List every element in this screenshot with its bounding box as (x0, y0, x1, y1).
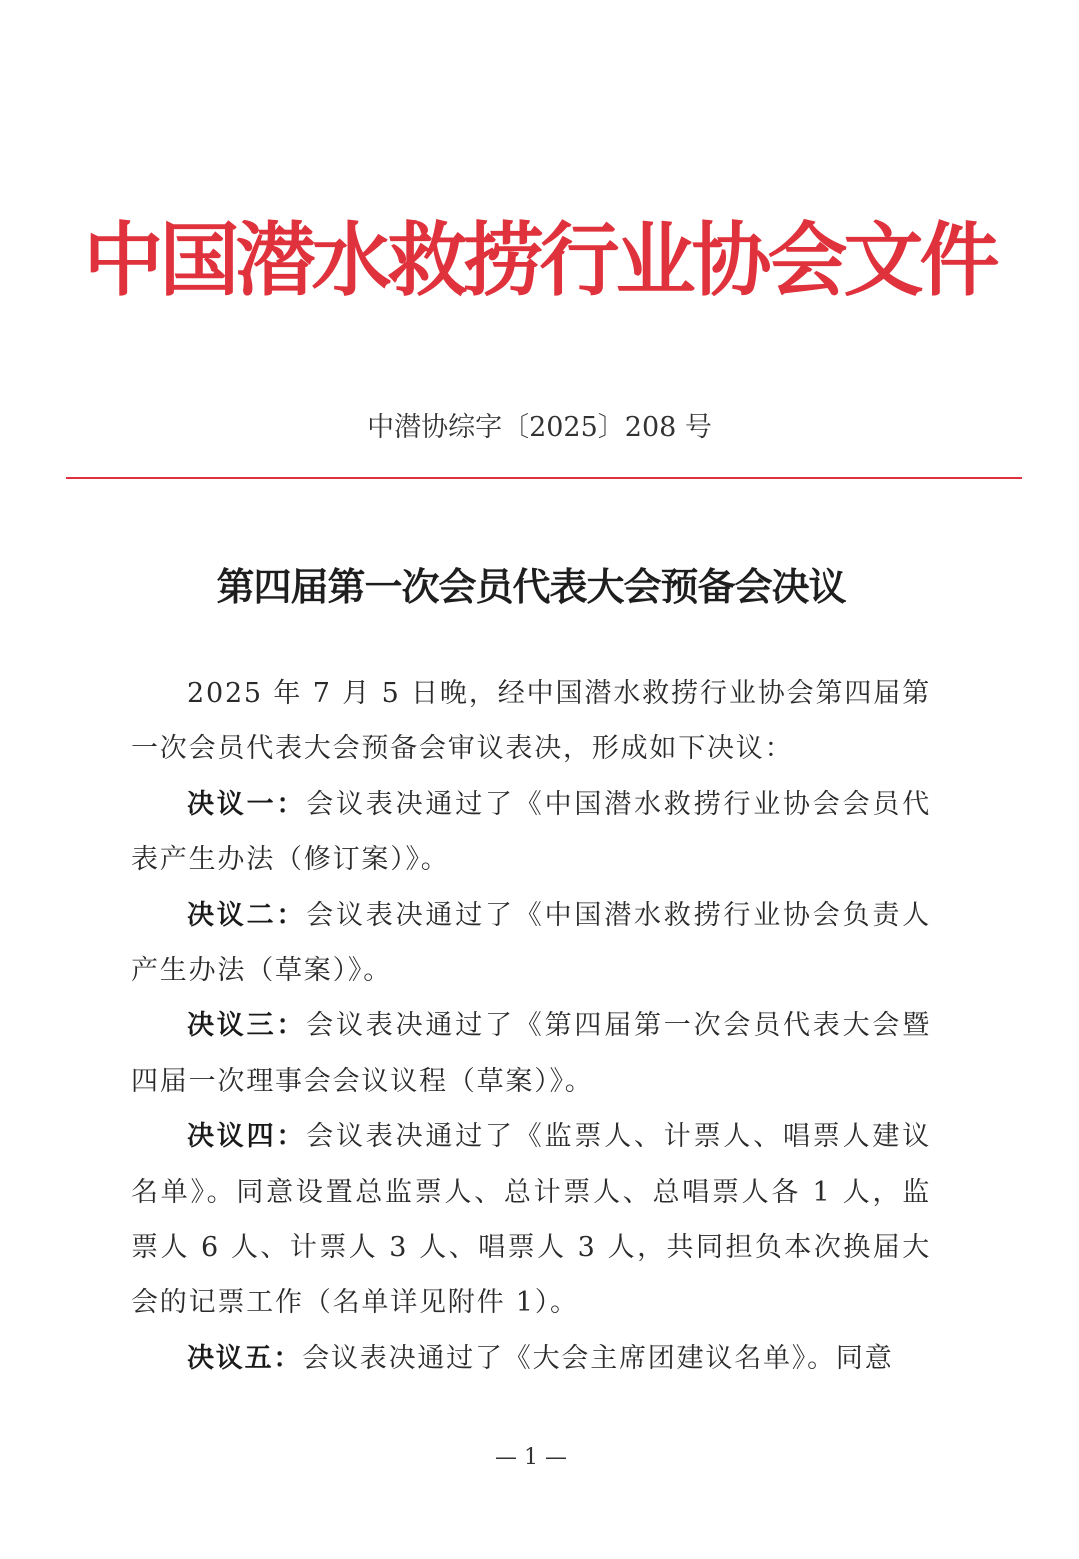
resolution-label: 决议三： (187, 1010, 307, 1042)
resolution-paragraph-5 (131, 1331, 931, 1386)
document-masthead: 中国潜水救捞行业协会文件 (83, 213, 996, 307)
document-number: 中潜协综字〔2025〕208 号 (367, 412, 712, 443)
resolution-label: 决议二： (187, 899, 307, 931)
resolution-label: 决议四： (187, 1121, 307, 1153)
red-divider-line (66, 477, 1022, 479)
resolution-text: 会议表决通过了《监票人、计票人、唱票人建议名单》。同意设置总监票人、总计票人、总唱票人各 1 人，监票人 6 人、计票人 3 人、唱票人 3 人，共同担负本次换届大会的记票工作（名单详见附件 1）。 (131, 1121, 931, 1319)
resolution-paragraph-3 (131, 998, 931, 1109)
resolution-paragraph-2 (131, 888, 931, 999)
resolution-text: 会议表决通过了《中国潜水救捞行业协会负责人产生办法（草案）》。 (131, 899, 931, 987)
resolution-label: 决议一： (187, 788, 307, 820)
page-number: — 1 — (495, 1445, 567, 1470)
resolution-text: 会议表决通过了《中国潜水救捞行业协会会员代表产生办法（修订案）》。 (131, 788, 931, 876)
resolution-label: 决议五： (187, 1342, 303, 1374)
resolution-paragraph-4 (131, 1109, 931, 1331)
document-body (131, 666, 931, 1386)
intro-paragraph: 2025 年 7 月 5 日晚，经中国潜水救捞行业协会第四届第一次会员代表大会预备会审议表决，形成如下决议： (131, 678, 931, 765)
resolution-text: 会议表决通过了《第四届第一次会员代表大会暨四届一次理事会会议议程（草案）》。 (131, 1010, 931, 1097)
resolution-text: 会议表决通过了《大会主席团建议名单》。同意 (302, 1342, 894, 1374)
resolution-paragraph-1 (131, 777, 931, 888)
document-title: 第四届第一次会员代表大会预备会决议 (216, 564, 846, 609)
